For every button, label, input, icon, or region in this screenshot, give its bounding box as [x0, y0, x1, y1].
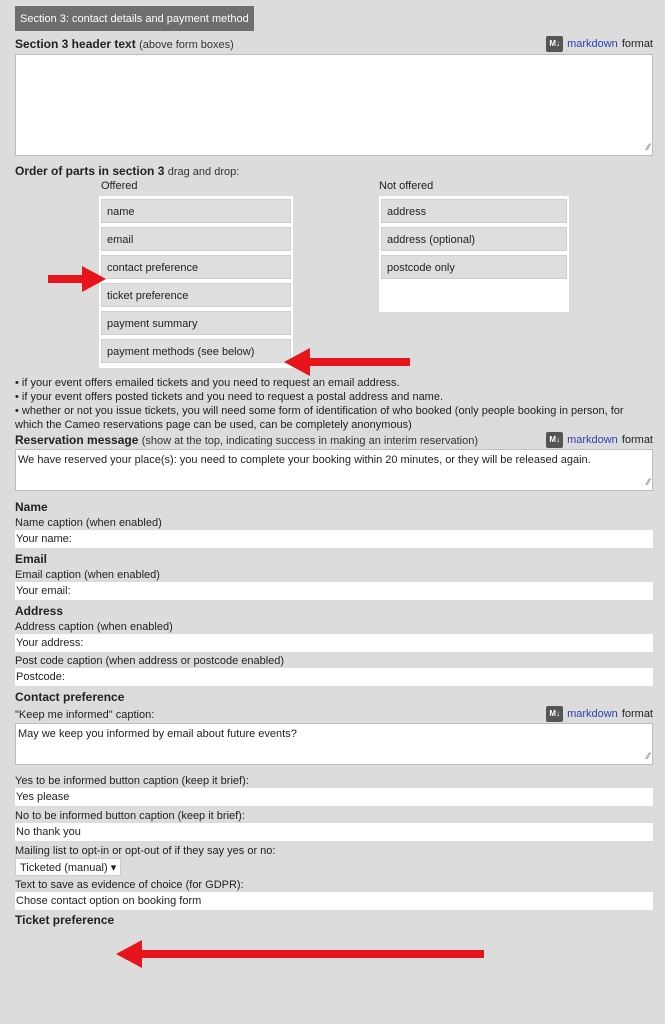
not-offered-list[interactable] [379, 196, 569, 312]
name-caption-label: Name caption (when enabled) [15, 517, 162, 529]
offered-list-item[interactable]: name [101, 199, 291, 223]
reservation-textarea[interactable]: We have reserved your place(s): you need to complete your booking within 20 minutes, or they will be released again. ⁄⁄ [15, 449, 653, 491]
dropdown-arrow-icon: ▾ [110, 862, 117, 874]
offered-list-item[interactable]: ticket preference [101, 283, 291, 307]
gdpr-input[interactable]: Chose contact option on booking form [15, 892, 653, 910]
offered-list-item[interactable]: payment methods (see below) [101, 339, 291, 363]
yes-caption-label: Yes to be informed button caption (keep it brief): [15, 775, 249, 787]
offered-title: Offered [101, 180, 138, 192]
markdown-icon: M↓ [546, 706, 563, 722]
markdown-link[interactable]: markdown [567, 38, 618, 50]
markdown-note: M↓ markdown format [546, 706, 653, 722]
postcode-caption-input[interactable]: Postcode: [15, 668, 653, 686]
not-offered-list-item[interactable]: address (optional) [381, 227, 567, 251]
not-offered-title: Not offered [379, 180, 434, 192]
resize-grip-icon[interactable]: ⁄⁄ [646, 142, 650, 152]
reservation-label: Reservation message (show at the top, indicating success in making an interim reservation) [15, 433, 479, 447]
header-text-area[interactable] [15, 54, 653, 156]
address-heading: Address [15, 604, 64, 618]
markdown-note: M↓ markdown format [546, 432, 653, 448]
offered-list[interactable] [99, 196, 293, 368]
header-text-label: Section 3 header text (above form boxes) [15, 37, 234, 51]
resize-grip-icon[interactable]: ⁄⁄ [646, 751, 650, 761]
red-arrow-payment-methods [282, 346, 412, 378]
address-caption-label: Address caption (when enabled) [15, 621, 173, 633]
section-tab: Section 3: contact details and payment method [15, 6, 254, 31]
contact-heading: Contact preference [15, 690, 125, 704]
info-bullets [15, 376, 653, 432]
yes-caption-input[interactable]: Yes please [15, 788, 653, 806]
offered-list-item[interactable]: email [101, 227, 291, 251]
email-caption-label: Email caption (when enabled) [15, 569, 160, 581]
info-bullet: • whether or not you issue tickets, you will need some form of identification of who booked (only people booking in person, for which the Cameo reservations page can be used, can be completely anonymous) [15, 405, 624, 431]
mailing-list-select[interactable]: Ticketed (manual) ▾ [15, 858, 121, 876]
order-area [15, 179, 653, 358]
mailing-list-label: Mailing list to opt-in or opt-out of if they say yes or no: [15, 845, 276, 857]
keep-informed-textarea[interactable]: May we keep you informed by email about future events? ⁄⁄ [15, 723, 653, 765]
offered-list-item[interactable]: contact preference [101, 255, 291, 279]
gdpr-label: Text to save as evidence of choice (for GDPR): [15, 879, 244, 891]
resize-grip-icon[interactable]: ⁄⁄ [646, 477, 650, 487]
markdown-link[interactable]: markdown [567, 434, 618, 446]
email-heading: Email [15, 552, 48, 566]
not-offered-list-item[interactable]: postcode only [381, 255, 567, 279]
name-caption-input[interactable]: Your name: [15, 530, 653, 548]
info-bullet: • if your event offers emailed tickets and you need to request an email address. [15, 377, 400, 389]
ticket-heading: Ticket preference [15, 913, 115, 927]
markdown-icon: M↓ [546, 36, 563, 52]
no-caption-label: No to be informed button caption (keep it brief): [15, 810, 245, 822]
markdown-note: M↓ markdown format [546, 36, 653, 52]
red-arrow-mailing-list [114, 938, 486, 970]
markdown-icon: M↓ [546, 432, 563, 448]
address-caption-input[interactable]: Your address: [15, 634, 653, 652]
email-caption-input[interactable]: Your email: [15, 582, 653, 600]
not-offered-list-item[interactable]: address [381, 199, 567, 223]
postcode-caption-label: Post code caption (when address or postcode enabled) [15, 655, 285, 667]
markdown-link[interactable]: markdown [567, 708, 618, 720]
order-label: Order of parts in section 3 drag and drop: [15, 164, 240, 178]
info-bullet: • if your event offers posted tickets and you need to request a postal address and name. [15, 391, 444, 403]
name-heading: Name [15, 500, 48, 514]
offered-list-item[interactable]: payment summary [101, 311, 291, 335]
keep-informed-label: "Keep me informed" caption: [15, 709, 155, 721]
red-arrow-contact-preference [48, 264, 108, 294]
no-caption-input[interactable]: No thank you [15, 823, 653, 841]
